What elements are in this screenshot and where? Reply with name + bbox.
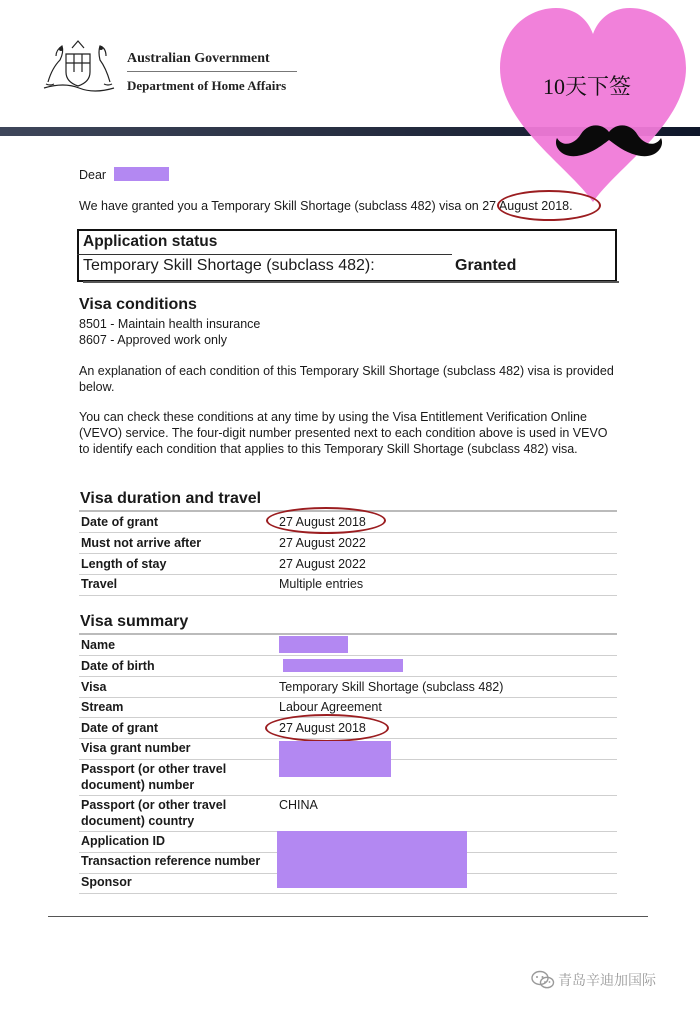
grant-notice-text: We have granted you a Temporary Skill Shortage (subclass 482) visa on: [79, 199, 479, 213]
status-box-shadow: [83, 281, 619, 283]
row-label: Visa grant number: [81, 741, 191, 755]
vevo-paragraph: You can check these conditions at any time by using the Visa Entitlement Verification Online (VEVO) service. The four-digit number presented next to each condition above is used in VEVO to identify each condition that applies to this Temporary Skill Shortage (subclass 482) visa.: [79, 410, 608, 456]
row-label: Must not arrive after: [81, 536, 202, 550]
row-value: Multiple entries: [279, 577, 364, 591]
row-value: 27 August 2022: [279, 536, 366, 550]
row-label: Sponsor: [81, 875, 132, 889]
table-row: [79, 575, 617, 596]
row-label: Application ID: [81, 834, 166, 848]
row-value: 27 August 2022: [279, 557, 366, 571]
redacted-name: [279, 636, 348, 653]
salutation-label: Dear: [79, 168, 107, 182]
salutation: [79, 167, 169, 183]
condition-item: 8607 - Approved work only: [79, 333, 228, 347]
row-label: Length of stay: [81, 557, 167, 571]
sticker-text: 10天下签: [543, 74, 632, 99]
redacted-name: [114, 167, 169, 181]
table-row: [79, 554, 617, 575]
row-label: Date of grant: [81, 721, 159, 735]
footer-rule: [48, 916, 648, 917]
annotation-oval: [265, 714, 389, 742]
mustache-icon: [553, 118, 665, 164]
row-label: Transaction reference number: [81, 854, 261, 868]
row-label: Name: [81, 638, 116, 652]
status-result: Granted: [455, 257, 517, 274]
annotation-oval: [266, 507, 386, 534]
table-row: [79, 796, 617, 832]
heart-sticker-icon: [498, 6, 688, 206]
visa-duration-title: Visa duration and travel: [80, 490, 262, 507]
visa-summary-title: Visa summary: [80, 613, 189, 630]
row-label: Visa: [81, 680, 107, 694]
row-label: Travel: [81, 577, 118, 591]
conditions-explanation: An explanation of each condition of this Temporary Skill Shortage (subclass 482) visa is provided below.: [79, 364, 614, 394]
government-name: Australian Government: [127, 51, 270, 66]
row-label: Date of birth: [81, 659, 155, 673]
wechat-icon: [531, 970, 555, 990]
department-name: Department of Home Affairs: [127, 78, 287, 93]
watermark-text: 青岛辛迪加国际: [558, 972, 656, 988]
row-value: Temporary Skill Shortage (subclass 482): [279, 680, 504, 694]
row-value: CHINA: [279, 798, 318, 812]
row-value: 27 August 2018: [279, 721, 366, 735]
row-value: 27 August 2018: [279, 515, 366, 529]
row-label: Stream: [81, 700, 124, 714]
table-row: [79, 533, 617, 554]
table-row: [79, 677, 617, 698]
visa-conditions-title: Visa conditions: [79, 296, 197, 313]
row-label: Passport (or other travel document) number: [81, 762, 227, 792]
condition-item: 8501 - Maintain health insurance: [79, 317, 261, 331]
coat-of-arms-icon: [38, 36, 120, 96]
row-label: Passport (or other travel document) country: [81, 798, 227, 828]
row-value: Labour Agreement: [279, 700, 382, 714]
redacted-application-details: [277, 831, 467, 888]
redacted-grant-passport-numbers: [279, 741, 391, 777]
redacted-birth-date: [283, 659, 403, 672]
table-row: [79, 635, 617, 656]
status-divider: [77, 254, 452, 255]
status-heading: Application status: [83, 233, 218, 250]
grant-notice-date: 27 August 2018.: [482, 199, 573, 213]
row-label: Date of grant: [81, 515, 159, 529]
header-divider: [127, 71, 297, 72]
status-subclass: Temporary Skill Shortage (subclass 482):: [83, 257, 375, 274]
annotation-oval: [497, 190, 601, 221]
